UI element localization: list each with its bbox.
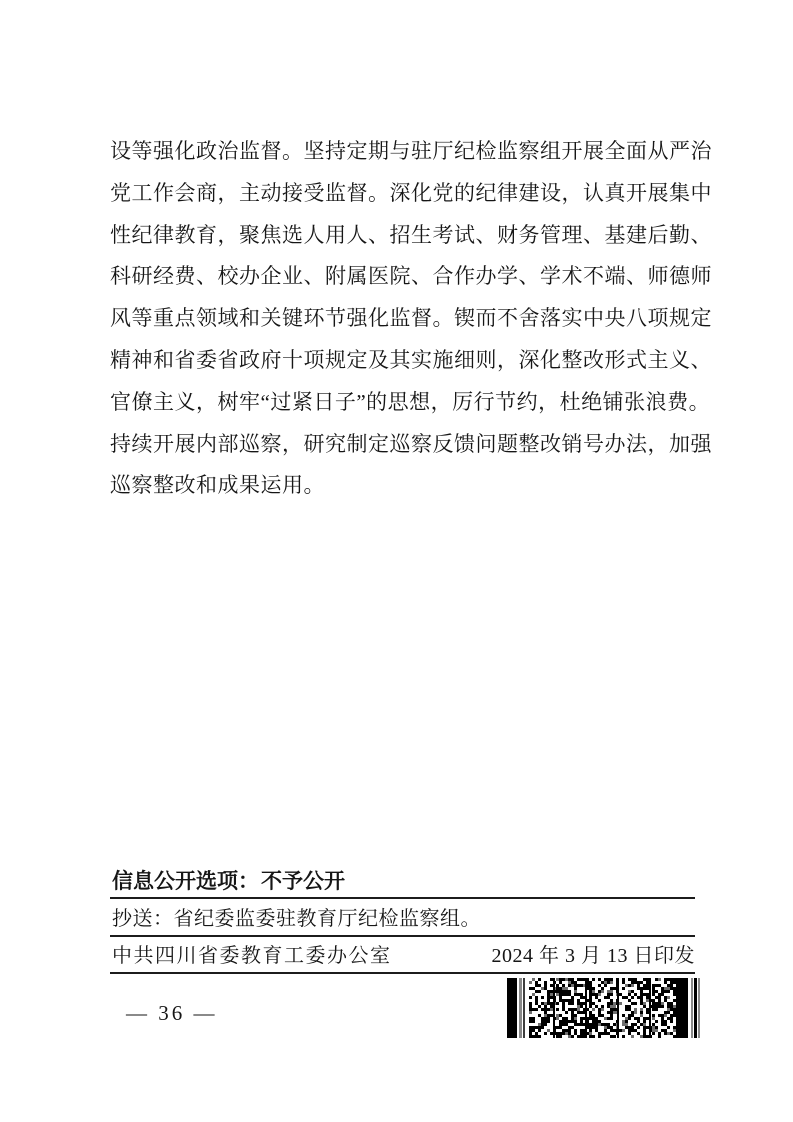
divider-line (110, 972, 695, 974)
disclosure-value: 不予公开 (261, 869, 345, 893)
divider-line (110, 897, 695, 899)
disclosure-row (112, 868, 345, 895)
issuer-row (112, 943, 695, 969)
divider-line (110, 935, 695, 937)
document-body (110, 131, 712, 507)
print-date: 2024 年 3 月 13 日印发 (491, 945, 695, 967)
body-text-line: 精神和省委省政府十项规定及其实施细则，深化整改形式主义、 (110, 347, 712, 372)
disclosure-label: 信息公开选项： (112, 870, 259, 893)
body-text-line: 巡察整改和成果运用。 (110, 473, 325, 498)
body-text-line: 持续开展内部巡察，研究制定巡察反馈问题整改销号办法，加强 (110, 431, 712, 456)
issuer-name: 中共四川省委教育工委办公室 (112, 945, 392, 967)
body-text-line: 设等强化政治监督。坚持定期与驻厅纪检监察组开展全面从严治 (110, 139, 712, 163)
body-text-line: 官僚主义，树牢“过紧日子”的思想，厉行节约，杜绝铺张浪费。 (110, 389, 711, 414)
body-text-line: 党工作会商，主动接受监督。深化党的纪律建设，认真开展集中 (110, 180, 712, 205)
document-2d-barcode-icon (505, 978, 703, 1038)
body-text-line: 科研经费、校办企业、附属医院、合作办学、学术不端、师德师 (110, 264, 712, 289)
body-text-line: 风等重点领域和关键环节强化监督。锲而不舍落实中央八项规定 (110, 306, 712, 331)
page-number: — 36 — (126, 1001, 218, 1025)
body-text-line: 性纪律教育，聚焦选人用人、招生考试、财务管理、基建后勤、 (110, 222, 712, 247)
cc-row: 抄送：省纪委监委驻教育厅纪检监察组。 (112, 908, 481, 930)
